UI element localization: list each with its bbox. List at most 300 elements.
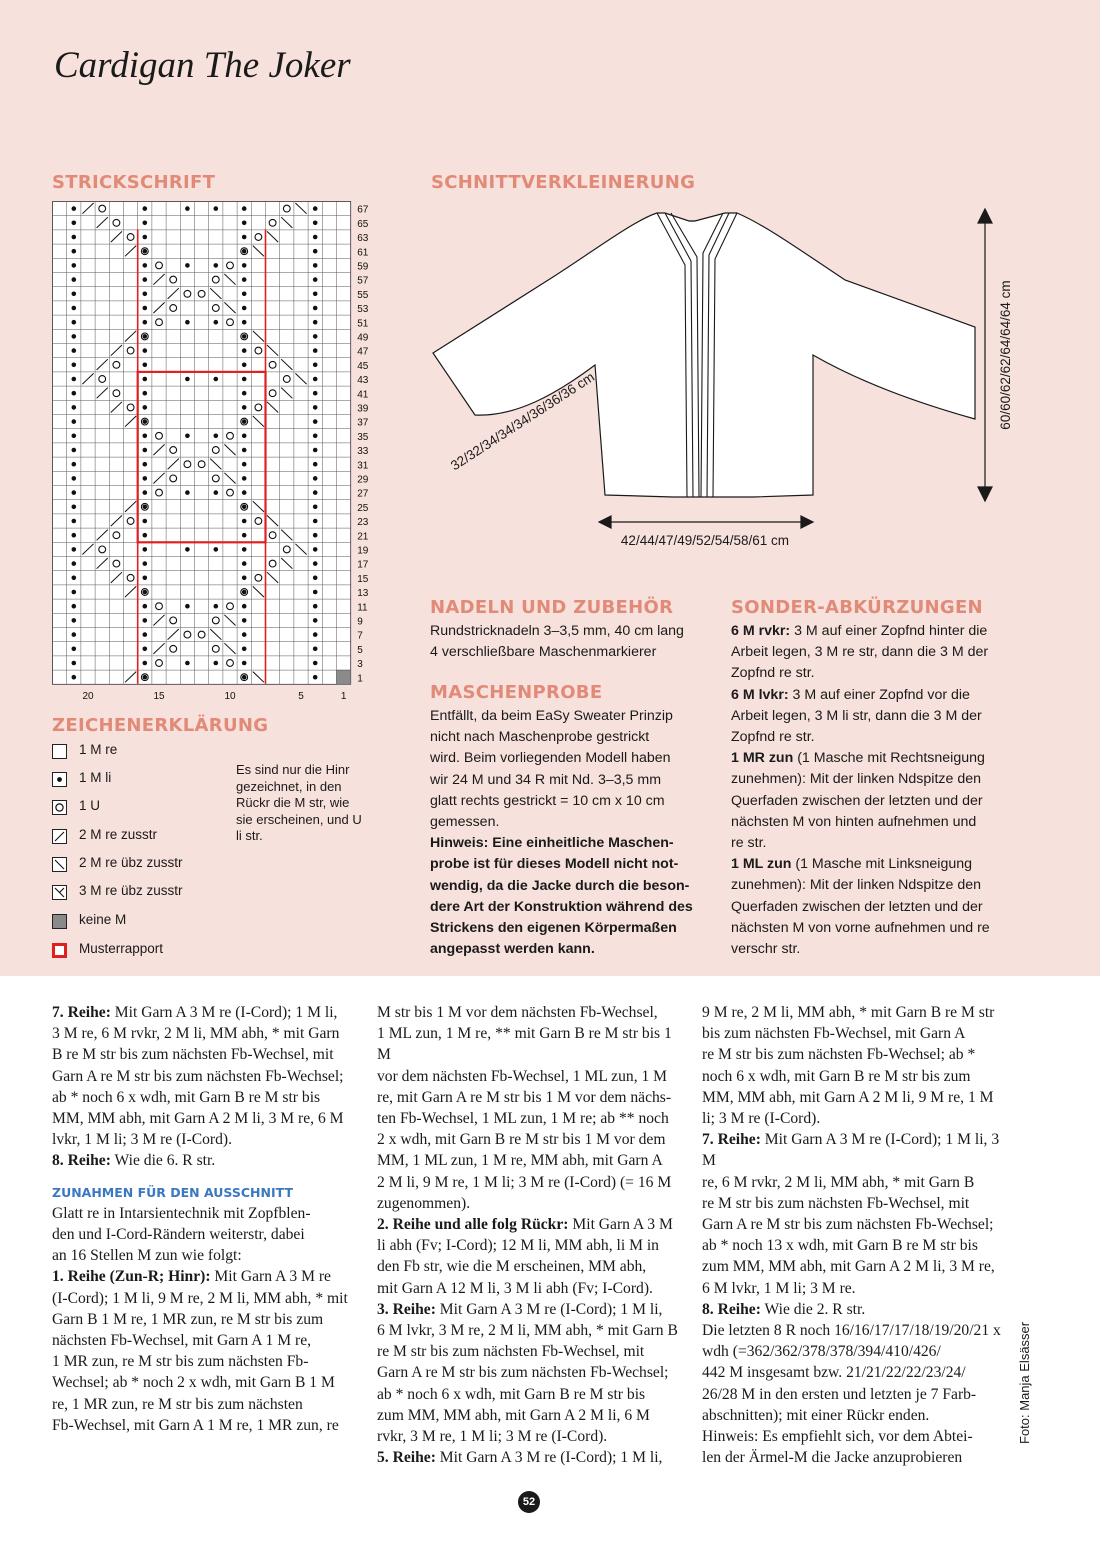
text-line xyxy=(52,1044,357,1065)
purl-dot xyxy=(72,363,77,368)
line-text: 1 ML zun, 1 M re, ** mit Garn B re M str bis 1 M xyxy=(377,1025,672,1064)
purl-dot xyxy=(143,235,148,240)
purl-dot xyxy=(72,405,77,410)
slash-right-box-icon xyxy=(52,829,67,844)
row-label: 49 xyxy=(357,332,369,344)
purl-dot xyxy=(214,604,219,609)
text-line xyxy=(731,642,990,663)
purl-dot xyxy=(143,277,148,282)
line-text: M str bis 1 M vor dem nächsten Fb-Wechsel, xyxy=(377,1004,658,1021)
purl-dot xyxy=(313,632,318,637)
text-line xyxy=(731,875,990,896)
purl-dot xyxy=(313,590,318,595)
purl-dot xyxy=(242,391,247,396)
purl-dot xyxy=(72,590,77,595)
purl-dot xyxy=(242,576,247,581)
purl-dot xyxy=(72,334,77,339)
purl-dot xyxy=(72,249,77,254)
line-text: len der Ärmel-M die Jacke anzuprobieren xyxy=(702,1449,963,1467)
line-text: vor dem nächsten Fb-Wechsel, 1 ML zun, 1 M xyxy=(377,1067,668,1085)
purl-dot xyxy=(313,604,318,609)
purl-dot xyxy=(185,377,190,382)
row-label: 45 xyxy=(357,360,369,372)
sleeve-label: 32/32/34/34/34/36/36/36 cm xyxy=(447,369,598,474)
purl-dot xyxy=(143,363,148,368)
text-line: glatt rechts gestrickt = 10 cm x 10 cm xyxy=(430,792,665,809)
purl-dot xyxy=(72,533,77,538)
row-label: 55 xyxy=(357,289,369,301)
col-label: 5 xyxy=(298,690,304,701)
line-text: den und I-Cord-Rändern weiterstr, dabei xyxy=(52,1226,305,1244)
purl-dot xyxy=(72,547,77,552)
purl-dot xyxy=(72,675,77,680)
column-3 xyxy=(702,1002,1012,1468)
purl-dot xyxy=(72,292,77,297)
purl-dot xyxy=(242,405,247,410)
purl-dot xyxy=(313,647,318,652)
line-text: zunehmen): Mit der linken Ndspitze den xyxy=(731,771,981,788)
text-line xyxy=(377,1129,687,1150)
purl-dot xyxy=(143,476,148,481)
purl-dot xyxy=(143,632,148,637)
bold-term: 8. Reihe: xyxy=(52,1152,111,1170)
line-text: wdh (=362/362/378/378/394/410/426/ xyxy=(702,1343,941,1361)
purl-dot xyxy=(242,590,247,595)
line-text: noch 6 x wdh, mit Garn B re M str bis zum xyxy=(702,1067,971,1085)
row-label: 51 xyxy=(357,318,369,330)
purl-dot xyxy=(72,661,77,666)
line-text: 26/28 M in den ersten und letzten je 7 Farb- xyxy=(702,1385,977,1403)
purl-dot xyxy=(313,490,318,495)
text-line xyxy=(702,1214,1012,1235)
purl-dot xyxy=(143,561,148,566)
legend-label: 1 M li xyxy=(79,770,112,785)
line-text: (1 Masche mit Linksneigung xyxy=(791,856,973,873)
text-line xyxy=(377,1066,687,1087)
column-1 xyxy=(52,1002,357,1436)
line-text: Wie die 2. R str. xyxy=(760,1300,866,1318)
purl-dot xyxy=(242,561,247,566)
purl-dot xyxy=(72,434,77,439)
line-text: Querfaden zwischen der letzten und der xyxy=(731,792,983,809)
text-line xyxy=(52,1129,357,1150)
text-line xyxy=(377,1447,687,1468)
purl-dot xyxy=(143,533,148,538)
row-label: 63 xyxy=(357,233,369,245)
nadeln-text xyxy=(430,621,684,663)
purl-dot xyxy=(143,590,148,595)
purl-dot xyxy=(242,334,247,339)
text-line: wendig, da die Jacke durch die beson- xyxy=(430,877,690,894)
purl-dot xyxy=(313,675,318,680)
line-text: den Fb str, wie die M erscheinen, MM abh, xyxy=(377,1258,647,1276)
purl-dot xyxy=(143,490,148,495)
purl-dot xyxy=(72,221,77,226)
text-line xyxy=(702,1299,1012,1320)
col-label: 10 xyxy=(224,690,236,701)
line-text: Wie die 6. R str. xyxy=(110,1152,216,1170)
purl-dot xyxy=(242,519,247,524)
line-text: nächsten M von vorne aufnehmen und re xyxy=(731,919,990,936)
purl-dot xyxy=(313,277,318,282)
text-line xyxy=(377,1384,687,1405)
text-line xyxy=(52,1002,357,1023)
purl-dot xyxy=(143,448,148,453)
line-text: zunehmen): Mit der linken Ndspitze den xyxy=(731,877,981,894)
purl-dot xyxy=(313,505,318,510)
text-line xyxy=(52,1394,357,1415)
text-line xyxy=(377,1108,687,1129)
bold-term: 7. Reihe: xyxy=(52,1004,111,1021)
line-text: Wechsel; ab * noch 2 x wdh, mit Garn B 1 M xyxy=(52,1374,335,1392)
text-line xyxy=(377,1150,687,1171)
purl-dot xyxy=(242,647,247,652)
line-text: Zopfnd re str. xyxy=(731,729,815,746)
purl-dot xyxy=(214,377,219,382)
bold-term: 6 M lvkr: xyxy=(731,686,789,703)
row-label: 43 xyxy=(357,375,369,387)
row-label: 17 xyxy=(357,559,369,571)
text-line xyxy=(702,1023,1012,1044)
row-label: 47 xyxy=(357,346,369,358)
purl-dot xyxy=(72,391,77,396)
empty-box-icon xyxy=(52,744,67,759)
row-label: 59 xyxy=(357,261,369,273)
text-line xyxy=(377,1405,687,1426)
purl-dot xyxy=(143,419,148,424)
legend-label: 2 M re übz zusstr xyxy=(79,855,183,870)
row-label: 31 xyxy=(357,460,369,472)
line-text: 6 M lvkr, 3 M re, 2 M li, MM abh, * mit Garn B xyxy=(377,1322,678,1340)
text-line xyxy=(702,1341,1012,1362)
line-text: (I-Cord); 1 M li, 9 M re, 2 M li, MM abh, * mit xyxy=(52,1289,348,1307)
text-line xyxy=(731,727,990,748)
line-text: ab * noch 13 x wdh, mit Garn B re M str bis xyxy=(702,1237,978,1255)
purl-dot xyxy=(313,292,318,297)
text-line xyxy=(702,1256,1012,1277)
bold-term: 5. Reihe: xyxy=(377,1449,436,1467)
line-text: MM, MM abh, mit Garn A 2 M li, 3 M re, 6 M xyxy=(52,1110,344,1128)
knitting-chart xyxy=(52,201,397,701)
line-text: Hinweis: Es empfiehlt sich, vor dem Abtei- xyxy=(702,1428,973,1446)
text-line xyxy=(52,1087,357,1108)
text-line xyxy=(731,897,990,918)
text-line xyxy=(702,1108,1012,1129)
text-line xyxy=(731,706,990,727)
text-line xyxy=(377,1087,687,1108)
row-label: 23 xyxy=(357,517,369,529)
line-text: abschnitten); mit einer Rückr enden. xyxy=(702,1406,930,1424)
purl-dot xyxy=(143,249,148,254)
purl-dot xyxy=(313,561,318,566)
text-line xyxy=(377,1341,687,1362)
line-text: Garn B 1 M re, 1 MR zun, re M str bis zum xyxy=(52,1310,324,1328)
text-line xyxy=(702,1426,1012,1447)
text-line xyxy=(377,1278,687,1299)
line-text: zum MM, MM abh, mit Garn A 2 M li, 6 M xyxy=(377,1406,650,1424)
text-line: nicht nach Maschenprobe gestrickt xyxy=(430,729,650,746)
row-label: 21 xyxy=(357,531,369,543)
purl-dot xyxy=(214,320,219,325)
text-line: Rundstricknadeln 3–3,5 mm, 40 cm lang xyxy=(430,623,684,639)
line-text: 3 M re, 6 M rvkr, 2 M li, MM abh, * mit Garn xyxy=(52,1025,340,1043)
purl-dot xyxy=(72,235,77,240)
row-label: 5 xyxy=(357,644,363,656)
text-line xyxy=(52,1108,357,1129)
row-label: 11 xyxy=(357,602,368,614)
strickschrift-heading: STRICKSCHRIFT xyxy=(52,172,216,193)
line-text: re M str bis zum nächsten Fb-Wechsel; ab * xyxy=(702,1046,976,1064)
text-line xyxy=(702,1172,1012,1193)
line-text: 2 M li, 9 M re, 1 M li; 3 M re (I-Cord) (= 16 M xyxy=(377,1173,672,1191)
line-text: (1 Masche mit Rechtsneigung xyxy=(793,750,985,767)
text-line xyxy=(731,769,990,790)
purl-dot xyxy=(313,363,318,368)
line-text: Mit Garn A 3 M re (I-Cord); 1 M li, xyxy=(110,1004,338,1021)
row-label: 1 xyxy=(357,673,363,685)
line-text: ab * noch 6 x wdh, mit Garn B re M str bis xyxy=(377,1385,646,1403)
text-line xyxy=(52,1150,357,1171)
row-label: 29 xyxy=(357,474,369,486)
row-label: 37 xyxy=(357,417,369,429)
sonder-heading: SONDER-ABKÜRZUNGEN xyxy=(731,597,983,618)
text-line xyxy=(731,918,990,939)
text-line xyxy=(702,1129,1012,1171)
purl-dot xyxy=(72,519,77,524)
row-label: 65 xyxy=(357,218,369,230)
bold-term: 3. Reihe: xyxy=(377,1300,436,1318)
line-text: Mit Garn A 3 M re (I-Cord); 1 M li, xyxy=(435,1449,663,1467)
purl-dot xyxy=(72,320,77,325)
purl-dot xyxy=(242,505,247,510)
text-line xyxy=(702,1193,1012,1214)
row-label: 57 xyxy=(357,275,369,287)
purl-dot xyxy=(313,306,318,311)
purl-dot xyxy=(313,533,318,538)
line-text: Garn A re M str bis zum nächsten Fb-Wechsel; xyxy=(52,1067,344,1085)
purl-dot xyxy=(214,206,219,211)
text-line xyxy=(702,1044,1012,1065)
row-label: 39 xyxy=(357,403,369,415)
row-label: 41 xyxy=(357,389,369,401)
purl-dot xyxy=(313,320,318,325)
text-line xyxy=(377,1426,687,1447)
line-text: Glatt re in Intarsientechnik mit Zopfblen- xyxy=(52,1204,311,1222)
text-line xyxy=(731,854,990,875)
purl-dot xyxy=(185,320,190,325)
purl-dot xyxy=(72,490,77,495)
line-text: Garn A re M str bis zum nächsten Fb-Wechsel; xyxy=(377,1364,669,1382)
photo-credit: Foto: Manja Elsässer xyxy=(1017,1321,1032,1444)
width-label: 42/44/47/49/52/54/58/61 cm xyxy=(620,533,790,548)
text-line xyxy=(377,1172,687,1193)
purl-dot xyxy=(72,647,77,652)
line-text: re M str bis zum nächsten Fb-Wechsel, mit xyxy=(702,1194,970,1212)
line-text: lvkr, 1 M li; 3 M re (I-Cord). xyxy=(52,1131,232,1149)
purl-dot xyxy=(143,519,148,524)
text-line xyxy=(702,1087,1012,1108)
line-text: Mit Garn A 3 M re (I-Cord); 1 M li, xyxy=(435,1300,663,1318)
purl-dot xyxy=(242,490,247,495)
line-text: B re M str bis zum nächsten Fb-Wechsel, mit xyxy=(52,1046,334,1064)
row-label: 67 xyxy=(357,204,369,216)
bold-term: 1. Reihe (Zun-R; Hinr): xyxy=(52,1268,211,1286)
purl-dot xyxy=(313,519,318,524)
line-text: Querfaden zwischen der letzten und der xyxy=(731,898,983,915)
purl-dot xyxy=(313,419,318,424)
bold-term: 6 M rvkr: xyxy=(731,623,791,639)
line-text: re, 6 M rvkr, 2 M li, MM abh, * mit Garn B xyxy=(702,1173,975,1191)
purl-dot xyxy=(72,476,77,481)
text-line xyxy=(52,1203,357,1224)
line-text: 3 M auf einer Zopfnd hinter die xyxy=(790,623,988,639)
purl-dot xyxy=(72,561,77,566)
text-line xyxy=(52,1066,357,1087)
purl-dot xyxy=(214,263,219,268)
text-line xyxy=(377,1023,687,1065)
purl-dot xyxy=(242,306,247,311)
legend-label: 2 M re zusstr xyxy=(79,827,158,842)
text-line xyxy=(52,1266,357,1287)
purl-dot xyxy=(313,263,318,268)
text-line xyxy=(702,1278,1012,1299)
purl-dot xyxy=(185,661,190,666)
text-line xyxy=(377,1362,687,1383)
purl-dot xyxy=(214,490,219,495)
text-line: Entfällt, da beim EaSy Sweater Prinzip xyxy=(430,708,673,724)
purl-dot xyxy=(242,547,247,552)
line-text: 2 x wdh, mit Garn B re M str bis 1 M vor dem xyxy=(377,1131,666,1149)
line-text: zum MM, MM abh, mit Garn A 2 M li, 3 M re, xyxy=(702,1258,995,1276)
row-label: 19 xyxy=(357,545,369,557)
text-line xyxy=(377,1002,687,1023)
purl-dot xyxy=(185,263,190,268)
text-line: 4 verschließbare Maschenmarkierer xyxy=(430,644,657,661)
line-text: re M str bis zum nächsten Fb-Wechsel, mit xyxy=(377,1343,645,1361)
text-line xyxy=(731,663,990,684)
maschenprobe-heading: MASCHENPROBE xyxy=(430,682,603,703)
purl-dot xyxy=(313,576,318,581)
text-line: Hinweis: Eine einheitliche Maschen- xyxy=(430,835,674,852)
purl-dot xyxy=(143,647,148,652)
text-line xyxy=(52,1415,357,1436)
purl-dot xyxy=(242,675,247,680)
purl-dot xyxy=(143,661,148,666)
purl-dot xyxy=(313,405,318,410)
line-text: ab * noch 6 x wdh, mit Garn B re M str bis xyxy=(52,1088,321,1106)
purl-dot xyxy=(313,448,318,453)
purl-dot xyxy=(143,505,148,510)
text-line xyxy=(377,1299,687,1320)
text-line xyxy=(702,1384,1012,1405)
text-line xyxy=(702,1362,1012,1383)
page-title: Cardigan The Joker xyxy=(54,45,351,86)
purl-dot xyxy=(242,235,247,240)
line-text: bis zum nächsten Fb-Wechsel, mit Garn A xyxy=(702,1025,966,1043)
purl-dot xyxy=(143,320,148,325)
purl-dot xyxy=(143,618,148,623)
col-label: 15 xyxy=(153,690,165,701)
purl-dot xyxy=(72,206,77,211)
purl-dot xyxy=(72,377,77,382)
red-box-icon xyxy=(52,943,67,958)
line-text: li; 3 M re (I-Cord). xyxy=(702,1110,821,1128)
purl-dot xyxy=(242,221,247,226)
purl-dot xyxy=(242,448,247,453)
purl-dot xyxy=(143,604,148,609)
line-text: ten Fb-Wechsel, 1 ML zun, 1 M re; ab ** noch xyxy=(377,1110,669,1128)
text-line: probe ist für dieses Modell nicht not- xyxy=(430,856,679,873)
purl-dot xyxy=(313,334,318,339)
purl-dot xyxy=(143,462,148,467)
line-text: 6 M lvkr, 1 M li; 3 M re. xyxy=(702,1279,856,1297)
purl-dot xyxy=(185,490,190,495)
text-line xyxy=(731,833,990,854)
purl-dot xyxy=(143,391,148,396)
purl-dot xyxy=(242,292,247,297)
text-line xyxy=(731,748,990,769)
text-line xyxy=(702,1066,1012,1087)
row-label: 25 xyxy=(357,502,369,514)
purl-dot xyxy=(313,661,318,666)
line-text: Mit Garn A 3 M xyxy=(568,1216,673,1234)
text-line xyxy=(52,1351,357,1372)
line-text: Arbeit legen, 3 M li str, dann die 3 M der xyxy=(731,707,982,724)
purl-dot xyxy=(185,434,190,439)
purl-dot xyxy=(143,221,148,226)
purl-dot xyxy=(313,348,318,353)
row-label: 35 xyxy=(357,431,369,443)
purl-dot xyxy=(72,448,77,453)
purl-dot xyxy=(242,363,247,368)
text-line xyxy=(702,1235,1012,1256)
line-text: 1 MR zun, re M str bis zum nächsten Fb- xyxy=(52,1353,309,1371)
purl-dot xyxy=(242,249,247,254)
purl-dot xyxy=(313,221,318,226)
line-text: Garn A re M str bis zum nächsten Fb-Wechsel; xyxy=(702,1216,994,1234)
purl-dot xyxy=(242,618,247,623)
purl-dot xyxy=(242,263,247,268)
text-line xyxy=(377,1193,687,1214)
circle-box-icon xyxy=(52,800,67,815)
purl-dot xyxy=(72,419,77,424)
text-line xyxy=(731,812,990,833)
purl-dot xyxy=(242,604,247,609)
legend-label: 1 U xyxy=(79,798,101,813)
purl-dot xyxy=(313,434,318,439)
line-text: nächsten Fb-Wechsel, mit Garn A 1 M re, xyxy=(52,1332,312,1350)
purl-dot xyxy=(72,462,77,467)
line-text: re str. xyxy=(731,835,767,852)
purl-dot xyxy=(72,618,77,623)
purl-dot xyxy=(313,618,318,623)
line-text: 3 M auf einer Zopfnd vor die xyxy=(788,686,970,703)
text-line xyxy=(52,1330,357,1351)
text-line xyxy=(377,1214,687,1235)
text-line xyxy=(731,685,990,706)
text-line xyxy=(702,1447,1012,1468)
purl-dot xyxy=(242,348,247,353)
purl-dot xyxy=(242,320,247,325)
text-line: wird. Beim vorliegenden Modell haben xyxy=(430,750,671,767)
text-line xyxy=(731,621,990,642)
text-line: dere Art der Konstruktion während des xyxy=(430,898,693,915)
line-text: 9 M re, 2 M li, MM abh, * mit Garn B re M str xyxy=(702,1004,995,1021)
purl-dot xyxy=(313,462,318,467)
purl-dot xyxy=(313,547,318,552)
legend-note: Es sind nur die Hinr gezeichnet, in den Rückr die M str, wie sie erscheinen, und U li str. xyxy=(236,762,362,843)
purl-dot xyxy=(242,661,247,666)
